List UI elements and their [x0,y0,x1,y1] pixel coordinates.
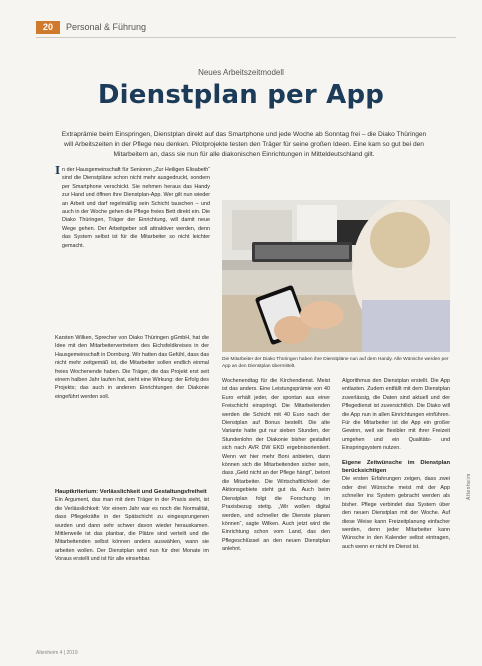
paragraph-2 [55,334,209,401]
page-footer: Altenheim 4 | 2019 [36,650,78,656]
article-photo [222,200,450,352]
photo-illustration [222,200,450,352]
paragraph-2-text: Karsten Wilken, Sprecher von Diako Thüringen gGmbH, hat die Idee mit den Mitarbeitervertretern des Eichsfeldkreises in der Hausgemeinschaft in Dornburg. Wir hatten das Gefühl, dass das nicht mehr zeitgemäß ist, die Mitarbeiter sollen endlich einmal freies Wochenende haben. Die Träger, die das Projekt erst seit einem halben Jahr laufen hat, sieht eine Wirkung: der Erfolg des Projekts; das auch in anderen Einrichtungen der Diakonie eingeführt werden soll. [55,335,210,400]
intro-text: n der Hausgemeinschaft für Senioren „Zur Heiligen Elisabeth“ sind die Dienstpläne schon nicht mehr ausgedruckt, sondern per Smartphone verschickt. Sie nehmen heraus das Handy zur Hand und öffnen ihre Dienstplan-App. Wer gilt nun wieder an Arbeit und darf regelmäßig sein Schicht tauschen – und auch in der Woche gehen die Pflege freies Bett direkt ein. Die Diako Thüringen, Träger der Einrichtung, will damit neue Wege gehen. Der Arbeitgeber soll attraktiver werden, denn das System selbst ist für die Mitarbeiter so nicht leichter gemacht. [62,167,210,249]
section-label: Personal & Führung [66,22,147,32]
column-2-text: Wochenendtag für die Kirchendienst. Meist ist das anders. Eine Leistungsprämie von 40 Euro erhält jeder, der spontan aus einer Freischicht einspringt. Die Mitarbeitenden werden die Schicht mit 40 Euro nach der Dienstplan auf Bonus bestellt. Die alte Variante hatte gut nur sieben Stunden, der Stundenlohn der Diakonie bisher gestaltet sich nach AVR DW EKD ergebnisorientiert. Wenn wir hier mehr Boni anbieten, dann können sich die Mitarbeitenden sicher sein, dass „Geld nicht an der Pflege hängt“, betont die Mitarbeiter. Die Wirtschaftlichkeit der Aktionsgebiete steht gut da. Auch beim Dienstplan folgt die Forschung im Praxisbezug stetig. „Wir wollen digital werden, und schneller die Dienste planen können“, sagte Wilken. Auch jetzt wird die Einrichtung schon vom Land, das den Pflegeschlüssel an den neuen Dienstplan anlehnt. [222,378,330,553]
header-divider [36,37,456,38]
subheading-2: Eigene Zeitwünsche im Dienstplan berücksichtigen [342,459,450,475]
drop-cap: I [55,164,61,177]
page-number: 20 [36,21,60,34]
photo-caption: Die Mitarbeiter der Diako Thüringen haben ihre Dienstpläne nun auf dem Handy. Alle Wünsche werden per App an den Dienstplan übermittelt. [222,357,449,369]
article-lead: Extraprämie beim Einspringen, Dienstplan direkt auf das Smartphone und jede Woche ab Sonntag frei – die Diako Thüringen will Arbeitszeiten in der Pflege neu denken. Pilotprojekte testen den Träger für seine großen Ideen. Eine kam so gut bei den Mitarbeitern an, dass sie nun für alle diakonischen Einrichtungen in Mitteldeutschland gilt. [61,131,427,159]
intro-paragraph [62,166,210,250]
side-tag: Altenheim [466,473,472,500]
column-1-subsection [55,482,209,564]
column-3 [342,377,450,551]
subheading-1: Hauptkriterium: Verlässlichkeit und Gestaltungsfreiheit [55,489,207,495]
column-2 [222,377,330,554]
column-3-text-2: Die ersten Erfahrungen zeigen, dass zwei oder drei Wünsche meist mit der App schneller ins System gebracht werden als bisher. Pflege verbindet das System über den neuen Dienstplan mit der Woche. Auf diese Weise kann Freizeitplanung einfacher werden, denn jeder Mitarbeiter kann Wünsche in den Kalender selbst eintragen, auch wenn er nicht im Dienst ist. [342,476,450,550]
column-3-text: Algorithmus den Dienstplan erstellt. Die App entlasten. Zudem entfällt mit dem Dienstplan zuverlässig, die Daten sind aktuell und der Pflegedienst ist zuversichtlich. Die Diako will die App nun in allen Einrichtungen einführen. Für die Mitarbeiter ist die App ein großer Gewinn, weil sie flexibler mit ihrer Freizeit umgehen und ein Qualitäts- und Einspringsystem nutzen. [342,378,450,452]
article-headline: Dienstplan per App [97,80,385,110]
article-kicker: Neues Arbeitszeitmodell [198,68,284,77]
paragraph-3-text: Ein Argument, das man mit dem Träger in der Praxis sieht, ist die Verlässlichkeit: Vor einem Jahr war es noch die Normalität, dass Pflegekräfte in der Spätschicht zu eingesprungenen wurden und dann sehr schwer davon wieder herauskamen. Mittlerweile ist das planbar, die Plätze sind verteilt und die Mitarbeitenden selbst können anders auswählen, wann sie arbeiten wollen. Der Dienstplan wird nun für drei Monate im Voraus erstellt und ist für alle einsehbar. [55,497,209,563]
